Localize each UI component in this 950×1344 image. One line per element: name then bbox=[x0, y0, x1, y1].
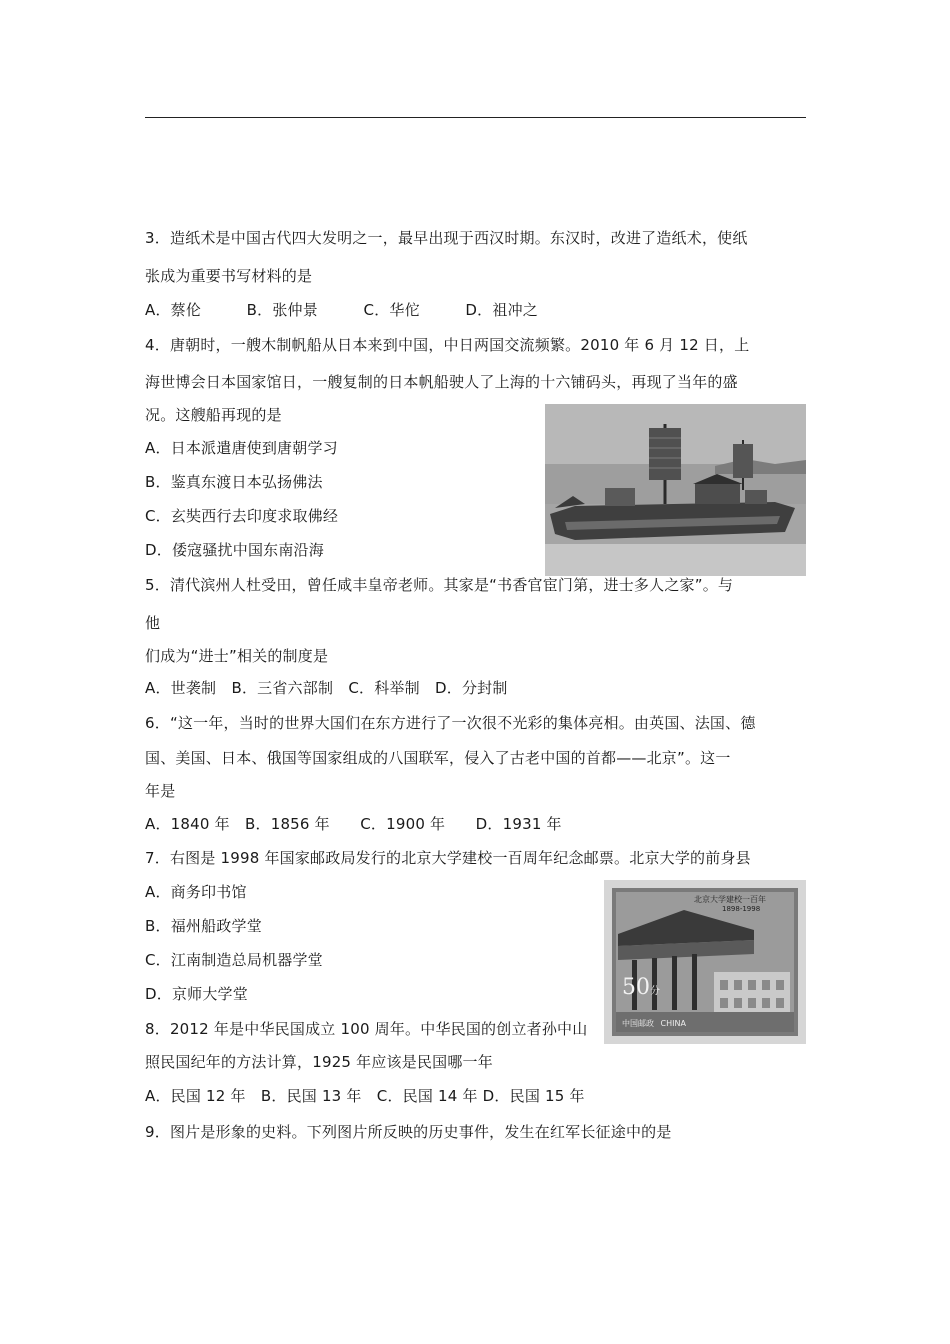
q8-stem-line2: 照民国纪年的方法计算，1925 年应该是民国哪一年 bbox=[145, 1053, 493, 1071]
q3-options: A．蔡伦 B．张仲景 C．华佗 D．祖冲之 bbox=[145, 301, 538, 319]
q5-options: A．世袭制 B．三省六部制 C．科举制 D．分封制 bbox=[145, 679, 508, 697]
q4-option-a: A．日本派遣唐使到唐朝学习 bbox=[145, 439, 338, 457]
q4-option-b: B．鉴真东渡日本弘扬佛法 bbox=[145, 473, 323, 491]
stamp-denomination bbox=[622, 976, 660, 1004]
q7-option-c: C．江南制造总局机器学堂 bbox=[145, 951, 323, 969]
q8-stem-line1: 8．2012 年是中华民国成立 100 周年。中华民国的创立者孙中山 bbox=[145, 1020, 588, 1038]
q6-stem-line1: 6．“这一年，当时的世界大国们在东方进行了一次很不光彩的集体亮相。由英国、法国、德 bbox=[145, 714, 756, 732]
q5-stem-line2: 他 bbox=[145, 614, 161, 632]
stamp-denomination-value: 50 bbox=[622, 975, 650, 1000]
stamp-country-en: CHINA bbox=[660, 1019, 686, 1028]
q8-options: A．民国 12 年 B．民国 13 年 C．民国 14 年 D．民国 15 年 bbox=[145, 1087, 585, 1105]
q3-stem-line1: 3．造纸术是中国古代四大发明之一，最早出现于西汉时期。东汉时，改进了造纸术，使纸 bbox=[145, 229, 748, 247]
stamp-country-text bbox=[622, 1018, 686, 1029]
q7-option-d: D．京师大学堂 bbox=[145, 985, 248, 1003]
q7-stem: 7．右图是 1998 年国家邮政局发行的北京大学建校一百周年纪念邮票。北京大学的前身县 bbox=[145, 849, 751, 867]
q6-stem-line2: 国、美国、日本、俄国等国家组成的八国联军，侵入了古老中国的首都——北京”。这一 bbox=[145, 749, 731, 767]
q3-stem-line2: 张成为重要书写材料的是 bbox=[145, 267, 313, 285]
q7-option-a: A．商务印书馆 bbox=[145, 883, 247, 901]
q4-stem-line3: 况。这艘船再现的是 bbox=[145, 406, 282, 424]
stamp-years-text: 1898-1998 bbox=[722, 905, 761, 913]
q5-stem-line3: 们成为“进士”相关的制度是 bbox=[145, 647, 329, 665]
q6-stem-line3: 年是 bbox=[145, 782, 176, 800]
stamp-image bbox=[604, 880, 806, 1044]
q9-stem: 9．图片是形象的史料。下列图片所反映的历史事件，发生在红军长征途中的是 bbox=[145, 1123, 672, 1141]
q5-stem-line1: 5．清代滨州人杜受田，曾任咸丰皇帝老师。其家是“书香官宦门第，进士多人之家”。与 bbox=[145, 576, 734, 594]
stamp-denomination-unit: 分 bbox=[650, 986, 660, 997]
q4-option-d: D．倭寇骚扰中国东南沿海 bbox=[145, 541, 324, 559]
stamp-country-cn: 中国邮政 bbox=[622, 1019, 654, 1028]
q4-stem-line1: 4．唐朝时，一艘木制帆船从日本来到中国，中日两国交流频繁。2010 年 6 月 12 日，上 bbox=[145, 336, 750, 354]
q6-options: A．1840 年 B．1856 年 C．1900 年 D．1931 年 bbox=[145, 815, 562, 833]
q7-option-b: B．福州船政学堂 bbox=[145, 917, 262, 935]
q4-stem-line2: 海世博会日本国家馆日，一艘复制的日本帆船驶人了上海的十六铺码头，再现了当年的盛 bbox=[145, 373, 738, 391]
stamp-header-text: 北京大学建校一百年 bbox=[694, 895, 766, 904]
ship-photo bbox=[545, 404, 806, 576]
header-rule bbox=[145, 117, 806, 118]
q4-option-c: C．玄奘西行去印度求取佛经 bbox=[145, 507, 339, 525]
